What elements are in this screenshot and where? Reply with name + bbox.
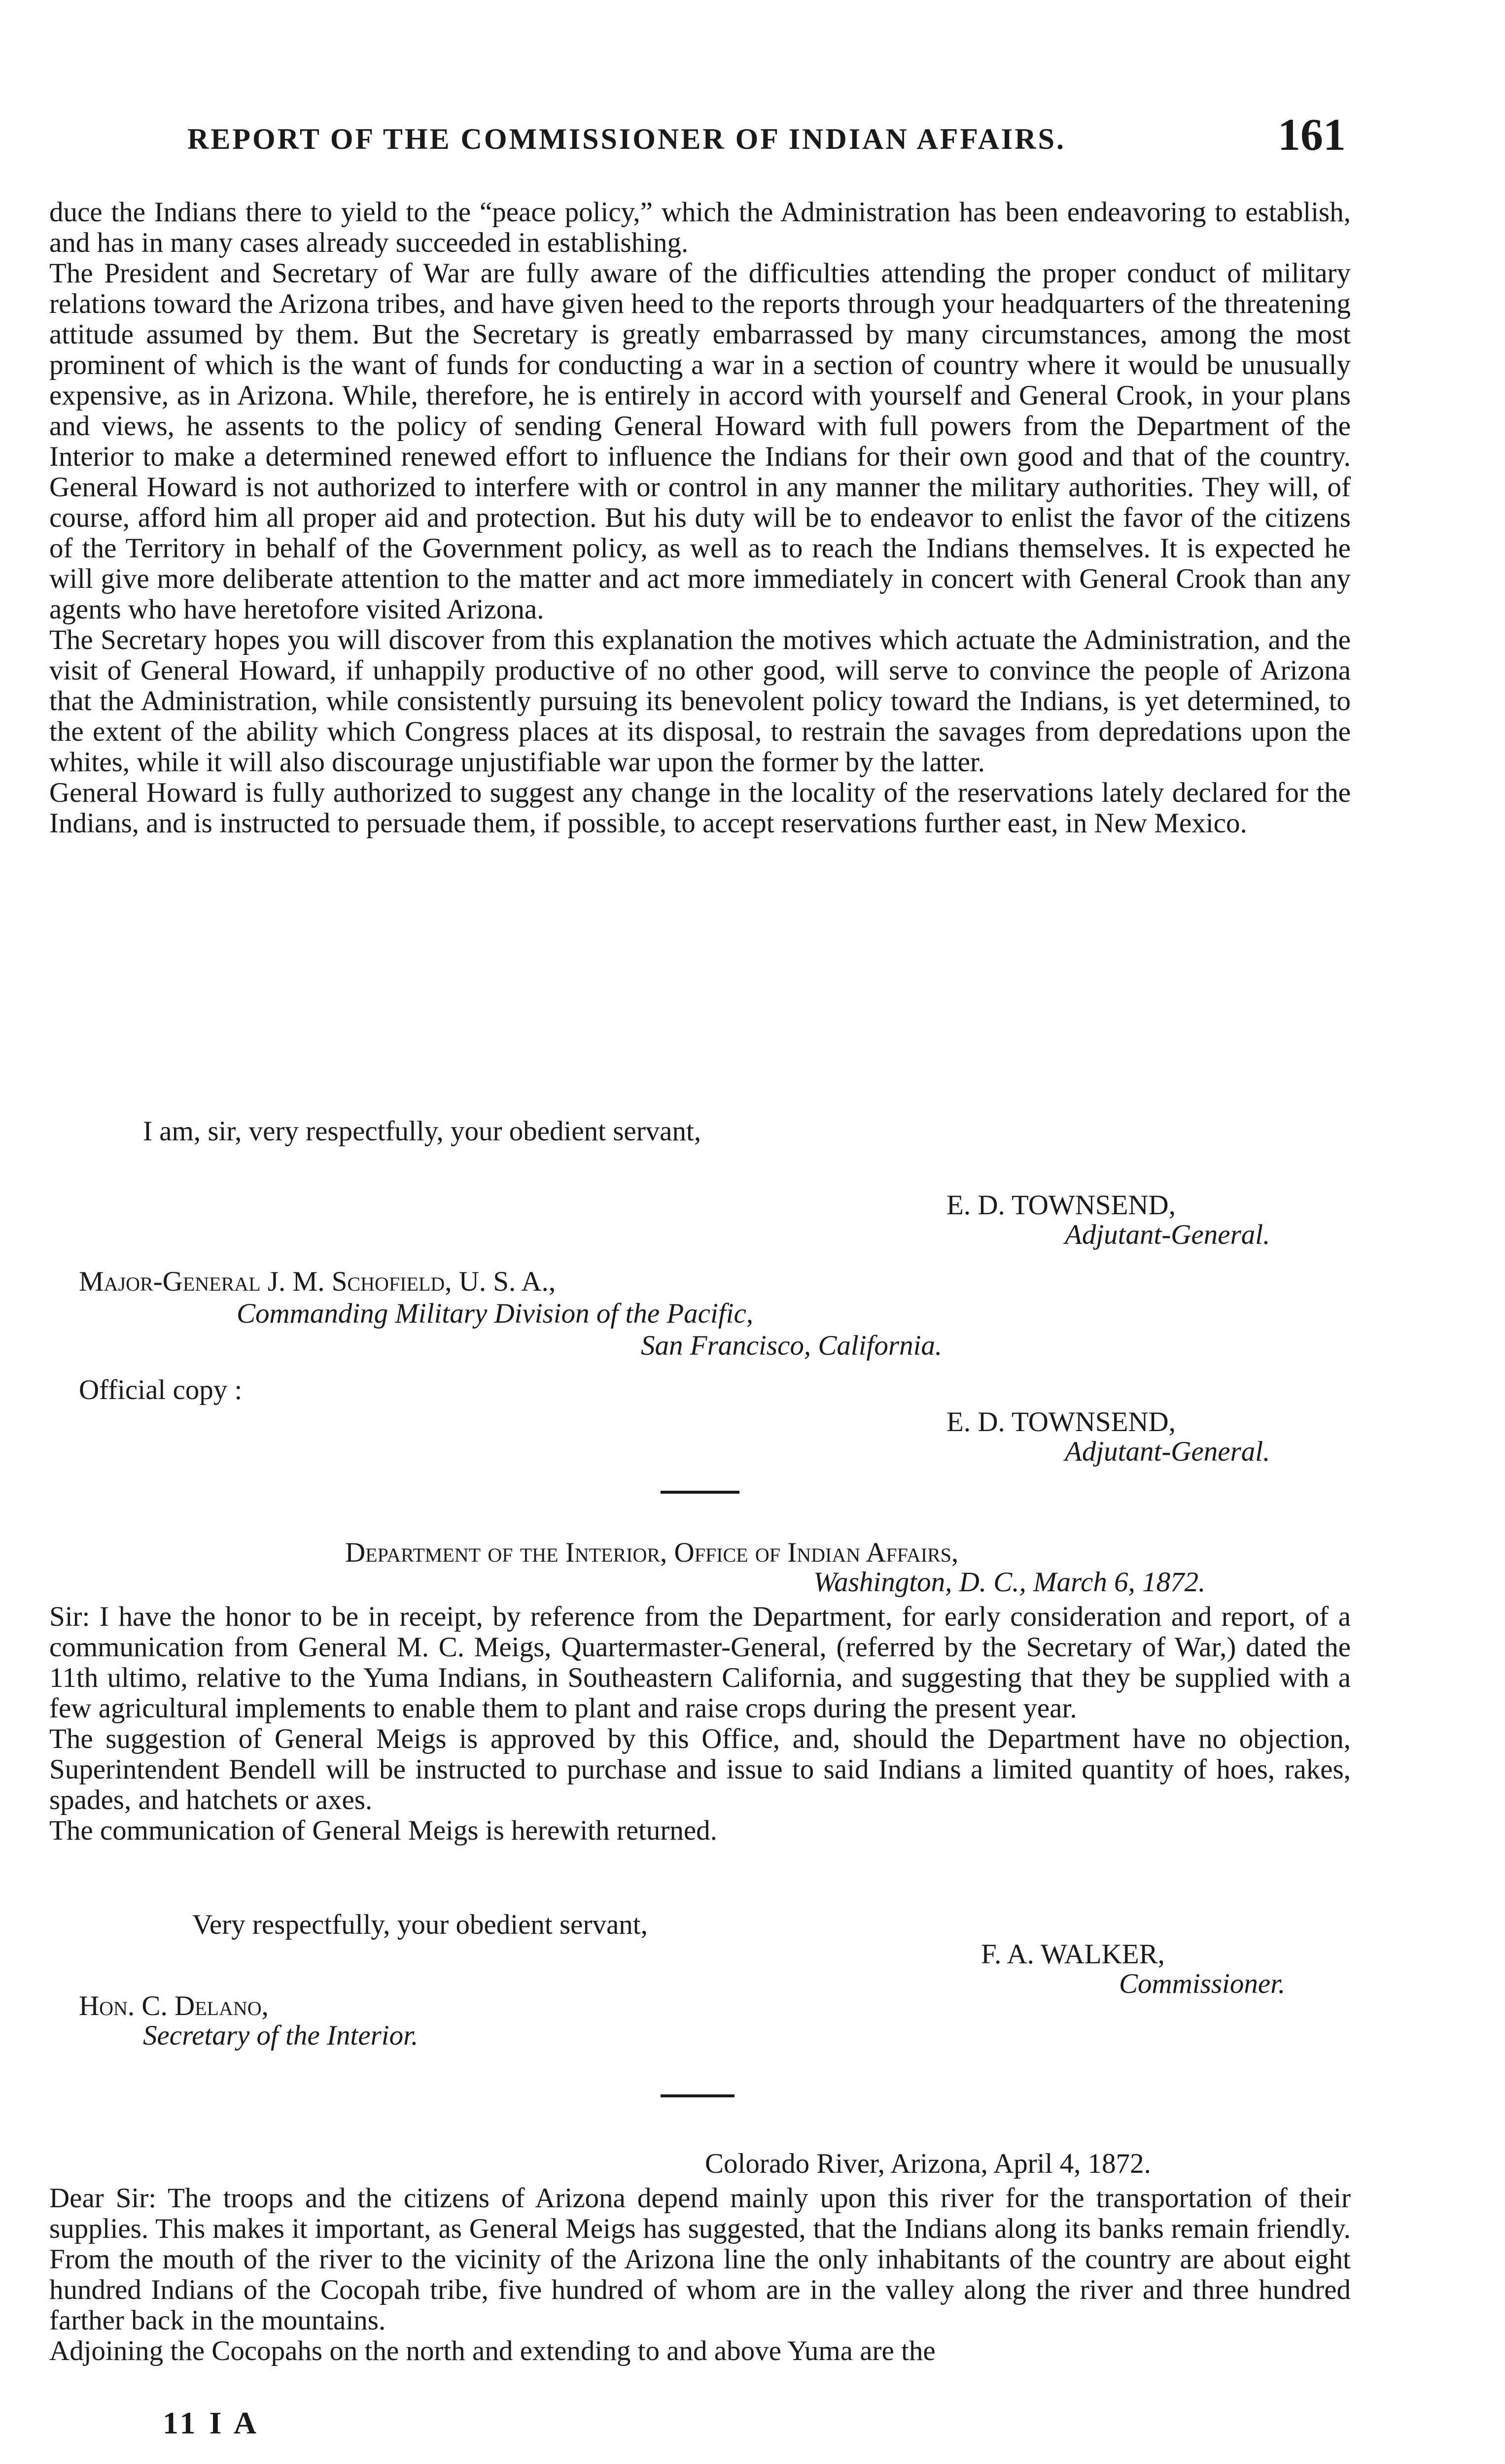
paragraph: The Secretary hopes you will discover from this explanation the motives which actuate the Administration, and the visit of General Howard, if unhappily productive of no other good, will serve to convince the people of Arizona that the Administration, while consistently pursuing its benevolent policy toward the Indians, is yet determined, to the extent of the ability which Congress places at its disposal, to restrain the savages from depredations upon the whites, while it will also discourage unjustifiable war upon the former by the latter. <box>49 624 1351 778</box>
page-number: 161 <box>1278 109 1346 160</box>
section-divider <box>661 1491 739 1494</box>
paragraph: The President and Secretary of War are fully aware of the difficulties attending the proper conduct of military relations toward the Arizona tribes, and have given heed to the reports through your headquarters of the threatening attitude assumed by them. But the Secretary is greatly embarrassed by many circumstances, among the most prominent of which is the want of funds for conducting a war in a section of country where it would be unusually expensive, as in Arizona. While, therefore, he is entirely in accord with yourself and General Crook, in your plans and views, he assents to the policy of sending General Howard with full powers from the Department of the Interior to make a determined renewed effort to influence the Indians for their own good and that of the country. General Howard is not authorized to interfere with or control in any manner the military authorities. They will, of course, afford him all proper aid and protection. But his duty will be to endeavor to enlist the favor of the citizens of the Territory in behalf of the Government policy, as well as to reach the Indians themselves. It is expected he will give more deliberate attention to the matter and act more immediately in concert with General Crook than any agents who have heretofore visited Arizona. <box>49 258 1351 625</box>
dateline: Department of the Interior, Office of Indian Affairs, <box>345 1537 959 1568</box>
signer-title: Commissioner. <box>1119 1968 1286 1999</box>
addressee-title: Secretary of the Interior. <box>143 2020 419 2051</box>
paragraph: The communication of General Meigs is herewith returned. <box>49 1815 717 1846</box>
dateline: Colorado River, Arizona, April 4, 1872. <box>705 2148 1151 2179</box>
paragraph: The suggestion of General Meigs is approved by this Office, and, should the Department have no objection, Superintendent Bendell will be instructed to purchase and issue to said Indians a limited quantity of hoes, rakes, spades, and hatchets or axes. <box>49 1723 1351 1815</box>
closing-line: I am, sir, very respectfully, your obedient servant, <box>143 1116 701 1147</box>
header-title: REPORT OF THE COMMISSIONER OF INDIAN AFFAIRS. <box>187 123 1066 155</box>
addressee-line: Commanding Military Division of the Pacific, <box>237 1298 754 1329</box>
dateline: Washington, D. C., March 6, 1872. <box>813 1567 1206 1598</box>
addressee-line: San Francisco, California. <box>641 1330 943 1361</box>
paragraph: Adjoining the Cocopahs on the north and extending to and above Yuma are the <box>49 2335 936 2366</box>
signer-name: E. D. TOWNSEND, <box>946 1406 1176 1437</box>
paragraph: duce the Indians there to yield to the “peace policy,” which the Administration has been endeavoring to establish, and has in many cases already succeeded in establishing. <box>49 197 1351 258</box>
paragraph: Dear Sir: The troops and the citizens of Arizona depend mainly upon this river for the transportation of their supplies. This makes it important, as General Meigs has suggested, that the Indians along its banks remain friendly. From the mouth of the river to the vicinity of the Arizona line the only inhabitants of the country are about eight hundred Indians of the Cocopah tribe, five hundred of whom are in the valley along the river and three hundred farther back in the mountains. <box>49 2183 1351 2336</box>
official-copy-label: Official copy : <box>79 1374 243 1405</box>
section-divider <box>661 2094 735 2097</box>
letter3-body <box>49 2183 1351 2366</box>
running-header <box>187 108 1346 177</box>
addressee-name: Major-General J. M. Schofield, U. S. A., <box>79 1266 556 1297</box>
signature-mark: 11 I A <box>163 2405 260 2440</box>
signer-name: E. D. TOWNSEND, <box>946 1190 1176 1221</box>
signer-name: F. A. WALKER, <box>981 1939 1165 1970</box>
closing-line: Very respectfully, your obedient servant, <box>192 1909 648 1940</box>
addressee-name: Hon. C. Delano, <box>79 1990 269 2021</box>
paragraph: General Howard is fully authorized to suggest any change in the locality of the reservations lately declared for the Indians, and is instructed to persuade them, if possible, to accept reservations further east, in New Mexico. <box>49 777 1351 839</box>
letter2-body <box>49 1602 1351 1846</box>
signer-title: Adjutant-General. <box>1065 1219 1270 1250</box>
signer-title: Adjutant-General. <box>1065 1436 1270 1467</box>
paragraph: Sir: I have the honor to be in receipt, by reference from the Department, for early consideration and report, of a communication from General M. C. Meigs, Quartermaster-General, (referred by the Secretary of War,) dated the 11th ultimo, relative to the Yuma Indians, in Southeastern California, and suggesting that they be supplied with a few agricultural implements to enable them to plant and raise crops during the present year. <box>49 1601 1351 1724</box>
letter1-body <box>49 197 1351 839</box>
